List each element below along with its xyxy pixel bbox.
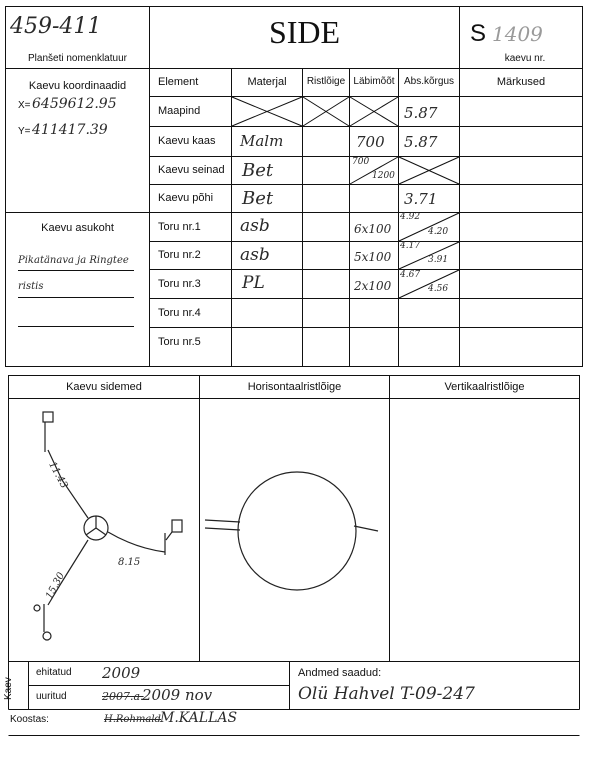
row-label: Maapind <box>158 105 201 117</box>
section-horizontal-title: Horisontaalristlõige <box>247 381 342 393</box>
row-label: Toru nr.4 <box>158 307 201 319</box>
abs-top: 4.67 <box>400 270 421 280</box>
surveyed-value: 2009 nov <box>142 686 213 704</box>
horizontal-section-sketch <box>205 472 378 590</box>
header-diameter: Läbimõõt <box>353 76 395 87</box>
material-value: Bet <box>242 160 274 181</box>
well-number: 1409 <box>492 22 543 46</box>
y-value: 411417.39 <box>32 122 108 138</box>
diameter-value: 6x100 <box>354 222 392 236</box>
well-number-label: kaevu nr. <box>504 53 546 64</box>
well-prefix: S <box>470 20 487 47</box>
header-cross-section: Ristlõige <box>306 76 346 87</box>
diameter-value: 2x100 <box>354 279 392 293</box>
diameter-top: 700 <box>352 157 370 167</box>
nomenclature-label: Planšeti nomenklatuur <box>28 53 127 64</box>
page-title: SIDE <box>268 14 341 50</box>
diameter-value: 5x100 <box>354 250 392 264</box>
row-label: Toru nr.2 <box>158 249 201 261</box>
row-label: Kaevu kaas <box>158 135 216 147</box>
section-vertical-title: Vertikaalristlõige <box>444 381 525 393</box>
material-value: PL <box>242 273 265 293</box>
x-label: X= <box>18 100 31 111</box>
built-value: 2009 <box>102 664 141 682</box>
location-line1: Pikatänava ja Ringtee ristis <box>18 255 129 292</box>
author-label: Koostas: <box>10 714 49 725</box>
author-struck: H.Rohmald <box>104 714 161 725</box>
author-value: M.KALLAS <box>160 710 238 726</box>
abs-top: 4.17 <box>400 241 421 251</box>
abs-bottom: 3.91 <box>428 255 449 265</box>
row-label: Toru nr.1 <box>158 221 201 233</box>
diameter-value: 700 <box>356 133 385 151</box>
distance-label: 11.43 <box>46 460 70 491</box>
abs-value: 5.87 <box>404 133 438 151</box>
material-value: Malm <box>240 132 284 150</box>
distance-label: 15.30 <box>44 570 68 602</box>
nomenclature-value: 459-411 <box>10 14 102 39</box>
surveyed-struck: 2007.a. <box>102 690 144 703</box>
abs-value: 5.87 <box>404 104 438 122</box>
location-title: Kaevu asukoht <box>41 222 114 234</box>
diameter-bottom: 1200 <box>372 171 395 181</box>
data-source-label: Andmed saadud: <box>298 667 382 679</box>
data-source-value: Olü Hahvel T-09-247 <box>298 684 475 704</box>
row-label: Kaevu seinad <box>158 164 225 176</box>
row-label: Toru nr.3 <box>158 278 201 290</box>
surveyed-label: uuritud <box>36 691 67 702</box>
abs-value: 3.71 <box>404 190 438 208</box>
built-label: ehitatud <box>36 667 72 678</box>
kaev-label: Kaev <box>3 677 14 700</box>
row-label: Toru nr.5 <box>158 336 201 348</box>
header-abs-height: Abs.kõrgus <box>403 76 455 87</box>
abs-top: 4.92 <box>400 212 421 222</box>
header-notes: Märkused <box>496 76 546 88</box>
material-value: Bet <box>242 188 274 209</box>
section-connections-title: Kaevu sidemed <box>66 381 142 393</box>
distance-label: 8.15 <box>118 557 141 568</box>
x-value: 6459612.95 <box>32 96 117 112</box>
coordinates-title: Kaevu koordinaadid <box>28 80 127 92</box>
row-label: Kaevu põhi <box>158 192 214 204</box>
abs-bottom: 4.56 <box>428 284 449 294</box>
abs-bottom: 4.20 <box>428 227 449 237</box>
connections-sketch <box>34 412 182 640</box>
material-value: asb <box>240 245 270 265</box>
material-value: asb <box>240 216 270 236</box>
y-label: Y= <box>18 126 31 137</box>
header-material: Materjal <box>247 76 287 88</box>
header-element: Element <box>158 76 199 88</box>
